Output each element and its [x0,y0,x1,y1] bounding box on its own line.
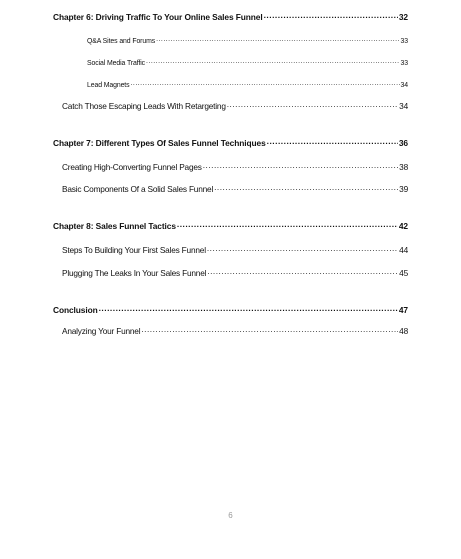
toc-entry-retargeting[interactable] [62,101,408,111]
toc-chapter-8[interactable] [53,221,408,231]
dot-leader [207,268,398,276]
toc-entry-page: 34 [400,81,408,89]
dot-leader [146,58,400,65]
toc-entry-basic-components[interactable] [62,184,408,194]
toc-entry-page: 33 [400,59,408,67]
toc-entry-first-funnel[interactable] [62,245,408,255]
toc-entry-title: Chapter 7: Different Types Of Sales Funnel Techniques [53,138,266,149]
toc-entry-page: 39 [399,184,408,195]
toc-entry-title: Chapter 8: Sales Funnel Tactics [53,221,176,232]
toc-entry-title: Conclusion [53,305,98,316]
toc-entry-title: Analyzing Your Funnel [62,326,141,337]
toc-entry-title: Catch Those Escaping Leads With Retargeting [62,101,226,112]
toc-entry-title: Creating High-Converting Funnel Pages [62,162,202,173]
toc-entry-title: Social Media Traffic [87,59,145,67]
toc-entry-page: 33 [400,37,408,45]
page-number: 6 [228,511,233,520]
toc-entry-page: 36 [398,138,408,149]
toc-entry-page: 45 [399,268,408,279]
toc-entry-title: Steps To Building Your First Sales Funnel [62,245,206,256]
toc-entry-qa-sites[interactable] [87,36,408,45]
toc-entry-plugging-leaks[interactable] [62,268,408,278]
toc-entry-page: 32 [398,12,408,23]
dot-leader [156,36,399,43]
toc-entry-page: 47 [398,305,408,316]
toc-entry-page: 34 [399,101,408,112]
toc-entry-title: Lead Magnets [87,81,130,89]
dot-leader [130,80,399,87]
toc-entry-page: 48 [399,326,408,337]
dot-leader [267,138,398,146]
toc-entry-lead-magnets[interactable] [87,80,408,89]
dot-leader [141,326,398,334]
toc-entry-funnel-pages[interactable] [62,162,408,172]
dot-leader [227,101,398,109]
toc-entry-title: Chapter 6: Driving Traffic To Your Online Sales Funnel [53,12,263,23]
dot-leader [99,305,398,313]
toc-entry-title: Plugging The Leaks In Your Sales Funnel [62,268,207,279]
toc-entry-title: Q&A Sites and Forums [87,37,156,45]
toc-entry-title: Basic Components Of a Solid Sales Funnel [62,184,214,195]
dot-leader [207,245,398,253]
toc-entry-page: 38 [399,162,408,173]
dot-leader [203,162,398,170]
toc-conclusion[interactable] [53,305,408,315]
dot-leader [264,12,398,20]
toc-chapter-7[interactable] [53,138,408,148]
dot-leader [177,221,398,229]
toc-entry-analyzing-funnel[interactable] [62,326,408,336]
toc-entry-page: 42 [398,221,408,232]
toc-chapter-6[interactable] [53,12,408,22]
toc-entry-page: 44 [399,245,408,256]
dot-leader [214,184,398,192]
toc-entry-social-media[interactable] [87,58,408,67]
